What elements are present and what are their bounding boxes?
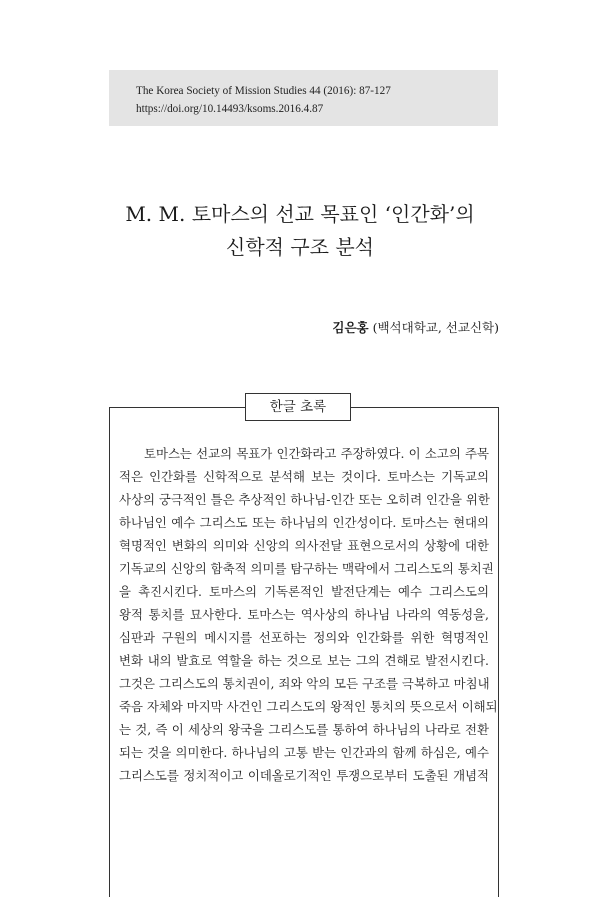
abstract-line: 심판과 구원의 메시지를 선포하는 정의와 인간화를 위한 혁명적인	[119, 630, 489, 645]
abstract-line: 기독교의 신앙의 함축적 의미를 탐구하는 맥락에서 그리스도의 통치권	[119, 561, 494, 576]
author-affiliation: (백석대학교, 선교신학)	[372, 320, 499, 335]
abstract-line: 을 촉진시킨다. 토마스의 기독론적인 발전단계는 예수 그리스도의	[119, 584, 489, 599]
abstract-line: 그리스도를 정치적이고 이데올로기적인 투쟁으로부터 도출된 개념적	[119, 768, 489, 783]
author-line	[332, 318, 499, 336]
abstract-label: 한글 초록	[245, 393, 351, 421]
journal-citation: The Korea Society of Mission Studies 44 (2016): 87-127	[136, 85, 391, 97]
abstract-line: 토마스는 선교의 목표가 인간화라고 주장하였다. 이 소고의 주목	[144, 446, 489, 461]
title-line-1: M. M. 토마스의 선교 목표인 ‘인간화’의	[125, 202, 475, 226]
abstract-line: 되는 것을 의미한다. 하나님의 고통 받는 인간과의 함께 하심은, 예수	[119, 745, 489, 760]
abstract-line: 하나님인 예수 그리스도 또는 하나님의 인간성이다. 토마스는 현대의	[119, 515, 489, 530]
abstract-line: 는 것, 즉 이 세상의 왕국을 그리스도를 통하여 하나님의 나라로 전환	[119, 722, 489, 737]
abstract-line: 혁명적인 변화의 의미와 신앙의 의사전달 표현으로서의 상황에 대한	[119, 538, 489, 553]
abstract-line: 죽음 자체와 마지막 사건인 그리스도의 왕적인 통치의 뜻으로서 이해되	[119, 699, 498, 714]
journal-citation-box	[109, 70, 498, 126]
abstract-line: 왕적 통치를 묘사한다. 토마스는 역사상의 하나님 나라의 역동성을,	[119, 607, 489, 622]
abstract-body	[119, 442, 498, 787]
title-line-2: 신학적 구조 분석	[226, 235, 374, 259]
abstract-line: 변화 내의 발효로 역할을 하는 것으로 보는 그의 견해로 발전시킨다.	[119, 653, 489, 668]
doi-link[interactable]: https://doi.org/10.14493/ksoms.2016.4.87	[136, 103, 324, 115]
abstract-line: 그것은 그리스도의 통치권이, 죄와 악의 모든 구조를 극복하고 마침내	[119, 676, 490, 691]
abstract-line: 사상의 궁극적인 틀은 추상적인 하나님-인간 또는 오히려 인간을 위한	[119, 492, 490, 507]
paper-title	[0, 198, 600, 264]
abstract-line: 적은 인간화를 신학적으로 분석해 보는 것이다. 토마스는 기독교의	[119, 469, 489, 484]
author-name: 김은홍	[332, 320, 369, 335]
